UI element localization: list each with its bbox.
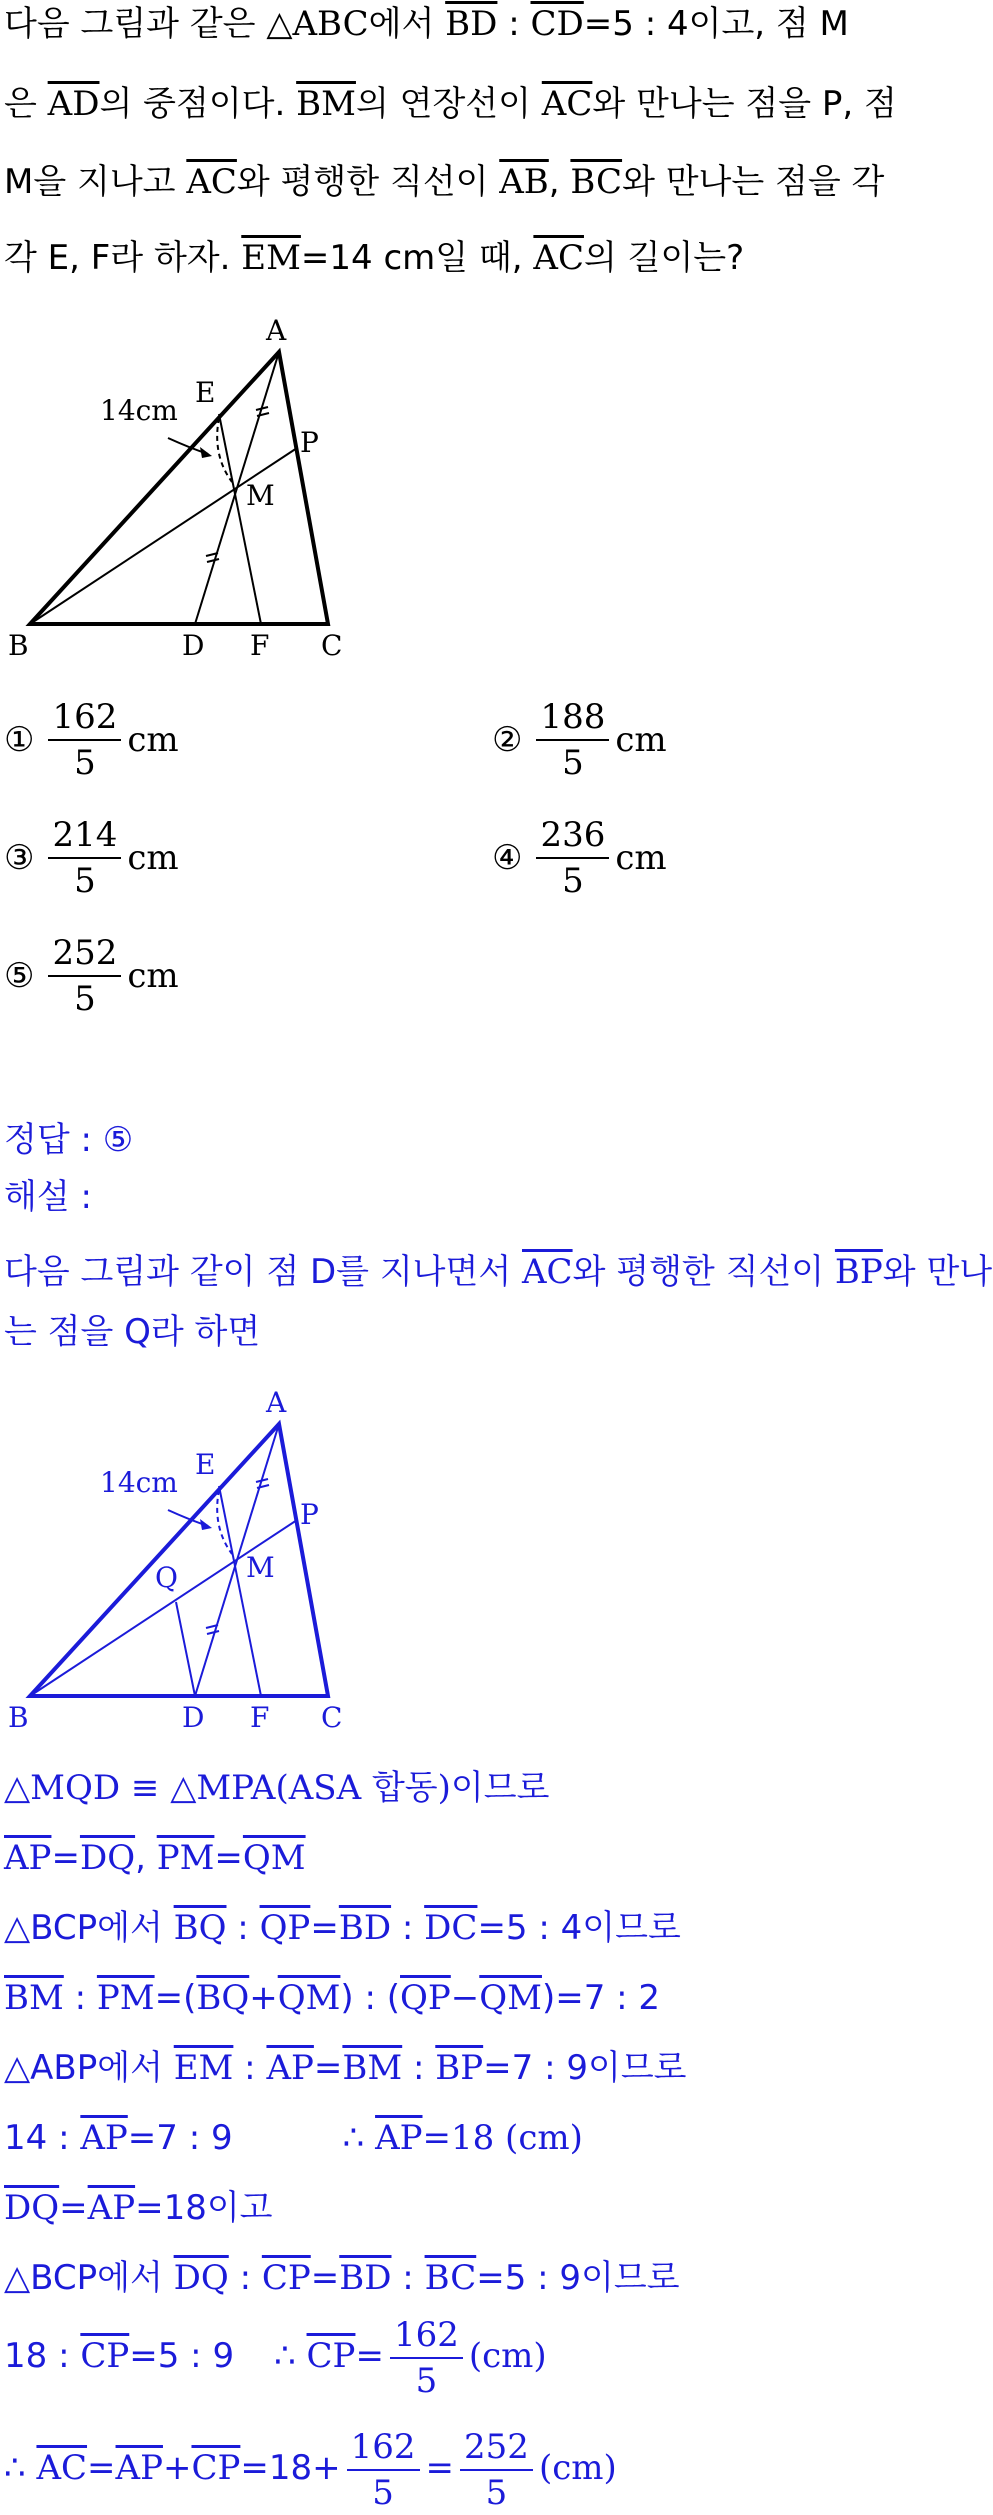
segment: $\overline{BD}$ xyxy=(445,4,498,44)
text: : xyxy=(226,1908,260,1948)
text: = xyxy=(313,2048,343,2088)
unit: cm xyxy=(127,956,179,996)
segment: $\overline{AP}$ xyxy=(87,2188,136,2228)
text: = xyxy=(425,2448,455,2488)
segment: $\overline{AC}$ xyxy=(533,238,584,278)
question-line-1 xyxy=(4,2,849,46)
unit: cm xyxy=(127,838,179,878)
numerator: 162 xyxy=(390,2313,463,2359)
text: = xyxy=(310,2258,340,2298)
segment: $\overline{CP}$ xyxy=(191,2448,241,2488)
text: =7 : 9 xyxy=(127,2118,233,2158)
text: , xyxy=(135,1838,157,1878)
step-9 xyxy=(4,2310,547,2403)
label-e: E xyxy=(195,1448,216,1481)
segment: $\overline{CD}$ xyxy=(530,4,584,44)
text: △ABP에서 xyxy=(4,2048,174,2088)
label-d: D xyxy=(182,629,205,662)
text: △BCP에서 xyxy=(4,1908,174,1948)
segment: $\overline{DQ}$ xyxy=(173,2258,229,2298)
segment: $\overline{BM}$ xyxy=(342,2048,403,2088)
fraction xyxy=(48,813,121,903)
segment: $\overline{CP}$ xyxy=(261,2258,311,2298)
segment: $\overline{BP}$ xyxy=(834,1252,883,1292)
fraction xyxy=(390,2313,463,2403)
segment-dq xyxy=(176,1602,195,1696)
label-a: A xyxy=(266,1386,287,1419)
text: =( xyxy=(154,1978,197,2018)
step-3 xyxy=(4,1906,681,1950)
unit: (cm) xyxy=(468,2336,547,2376)
text: = xyxy=(87,2448,116,2488)
text: : xyxy=(402,2048,436,2088)
label-c: C xyxy=(321,629,343,662)
label-14cm: 14cm xyxy=(100,1466,178,1499)
segment: $\overline{BM}$ xyxy=(296,84,356,124)
text: = xyxy=(310,1908,339,1948)
segment: $\overline{AP}$ xyxy=(80,2118,128,2158)
text: =5 : 9이므로 xyxy=(476,2258,680,2298)
numerator: 214 xyxy=(48,813,121,859)
triangle-figure-1 xyxy=(0,300,400,680)
segment: $\overline{QP}$ xyxy=(259,1908,311,1948)
segment: $\overline{QM}$ xyxy=(479,1978,542,2018)
text: ∴ xyxy=(342,2118,376,2158)
text: △MQD ≡ △MPA(ASA 합동)이므로 xyxy=(4,1768,550,1808)
denominator: 5 xyxy=(74,979,96,1019)
segment: $\overline{DQ}$ xyxy=(4,2188,60,2228)
label-m: M xyxy=(246,479,275,512)
question-line-4 xyxy=(4,236,744,280)
denominator: 5 xyxy=(562,861,584,901)
text: =5 : 4이고, 점 M xyxy=(583,4,849,44)
text: ABC xyxy=(292,4,369,44)
segment: $\overline{CP}$ xyxy=(306,2336,356,2376)
text: : xyxy=(233,2048,267,2088)
text: =5 : 9 xyxy=(129,2336,235,2376)
choice-mark: ② xyxy=(492,720,523,760)
unit: (cm) xyxy=(538,2448,617,2488)
text: : xyxy=(63,1978,97,2018)
text: 다음 그림과 같은 △ xyxy=(4,4,293,44)
text: 와 평행한 직선이 xyxy=(236,162,500,202)
segment: $\overline{BD}$ xyxy=(338,1908,392,1948)
explanation-intro-1 xyxy=(4,1250,992,1294)
label-f: F xyxy=(250,629,270,662)
choice-1[interactable] xyxy=(4,695,179,785)
step-2 xyxy=(4,1836,306,1880)
text: : xyxy=(497,4,531,44)
choice-2[interactable] xyxy=(492,695,667,785)
segment: $\overline{EM}$ xyxy=(241,238,301,278)
segment: $\overline{BC}$ xyxy=(570,162,623,202)
label-b: B xyxy=(8,629,29,662)
segment: $\overline{AP}$ xyxy=(266,2048,314,2088)
choice-3[interactable] xyxy=(4,813,179,903)
answer-label: 정답 : ⑤ xyxy=(4,1120,134,1160)
text: − xyxy=(450,1978,480,2018)
unit: cm xyxy=(615,720,667,760)
segment: $\overline{AP}$ xyxy=(115,2448,163,2488)
step-1 xyxy=(4,1766,549,1810)
explanation-label: 해설 : xyxy=(4,1177,92,1217)
numerator: 188 xyxy=(536,695,609,741)
text: 의 연장선이 xyxy=(355,84,542,124)
choice-mark: ⑤ xyxy=(4,956,35,996)
segment: $\overline{QM}$ xyxy=(242,1838,306,1878)
segment: $\overline{AD}$ xyxy=(47,84,100,124)
numerator: 252 xyxy=(48,931,121,977)
triangle-abc xyxy=(30,1424,328,1696)
step-7 xyxy=(4,2186,273,2230)
segment: $\overline{DQ}$ xyxy=(79,1838,136,1878)
text: =18이고 xyxy=(135,2188,273,2228)
segment: $\overline{AB}$ xyxy=(499,162,549,202)
denominator: 5 xyxy=(562,743,584,783)
segment: $\overline{BQ}$ xyxy=(196,1978,250,2018)
text: = xyxy=(214,1838,243,1878)
segment: $\overline{AC}$ xyxy=(186,162,237,202)
label-f: F xyxy=(250,1701,270,1734)
text: 각 E, F라 하자. xyxy=(4,238,242,278)
text: = xyxy=(59,2188,88,2228)
text: 와 평행한 직선이 xyxy=(572,1252,835,1292)
text: : xyxy=(391,1908,425,1948)
label-a: A xyxy=(266,314,287,347)
fraction xyxy=(347,2425,420,2515)
segment: $\overline{BM}$ xyxy=(4,1978,64,2018)
segment: $\overline{BQ}$ xyxy=(173,1908,227,1948)
segment-bp xyxy=(30,448,297,624)
text: : xyxy=(228,2258,262,2298)
denominator: 5 xyxy=(74,743,96,783)
unit: cm xyxy=(127,720,179,760)
text: = xyxy=(51,1838,80,1878)
segment: $\overline{AC}$ xyxy=(522,1252,573,1292)
label-e: E xyxy=(195,376,216,409)
question-line-2 xyxy=(4,82,897,126)
segment: $\overline{AC}$ xyxy=(541,84,593,124)
text: , xyxy=(548,162,571,202)
segment: $\overline{CP}$ xyxy=(80,2336,130,2376)
label-d: D xyxy=(182,1701,205,1734)
choice-mark: ③ xyxy=(4,838,35,878)
text: ) : ( xyxy=(340,1978,401,2018)
numerator: 162 xyxy=(347,2425,420,2471)
segment: $\overline{DC}$ xyxy=(424,1908,478,1948)
numerator: 252 xyxy=(460,2425,533,2471)
label-14cm: 14cm xyxy=(100,394,178,427)
text: + xyxy=(249,1978,278,2018)
step-6 xyxy=(4,2116,583,2160)
text: 다음 그림과 같이 점 D를 지나면서 xyxy=(4,1252,522,1292)
fraction xyxy=(48,695,121,785)
text: △BCP에서 xyxy=(4,2258,174,2298)
text: =14 cm일 때, xyxy=(300,238,534,278)
text: )=7 : 2 xyxy=(541,1978,661,2018)
label-c: C xyxy=(321,1701,343,1734)
segment: $\overline{PM}$ xyxy=(156,1838,215,1878)
segment-ef xyxy=(219,414,261,624)
text: 에서 xyxy=(368,4,446,44)
segment: $\overline{EM}$ xyxy=(173,2048,234,2088)
text: : xyxy=(391,2258,425,2298)
segment-bp xyxy=(30,1520,297,1696)
fraction xyxy=(536,695,609,785)
step-8 xyxy=(4,2256,680,2300)
text: ∴ xyxy=(274,2336,307,2376)
segment: $\overline{BP}$ xyxy=(435,2048,484,2088)
step-4 xyxy=(4,1976,660,2020)
text: =7 : 9이므로 xyxy=(483,2048,687,2088)
segment: $\overline{QM}$ xyxy=(277,1978,341,2018)
label-m: M xyxy=(246,1551,275,1584)
segment-ef xyxy=(219,1486,261,1696)
label-b: B xyxy=(8,1701,29,1734)
text: + xyxy=(162,2448,192,2488)
text: =18+ xyxy=(240,2448,341,2488)
numerator: 236 xyxy=(536,813,609,859)
text: 와 만나는 점을 P, 점 xyxy=(592,84,897,124)
segment: $\overline{AP}$ xyxy=(375,2118,423,2158)
choice-mark: ④ xyxy=(492,838,523,878)
segment: $\overline{BD}$ xyxy=(339,2258,392,2298)
step-5 xyxy=(4,2046,687,2090)
fraction xyxy=(536,813,609,903)
triangle-figure-2 xyxy=(0,1370,400,1750)
unit: cm xyxy=(615,838,667,878)
fraction xyxy=(48,931,121,1021)
segment: $\overline{AC}$ xyxy=(36,2448,88,2488)
label-p: P xyxy=(300,426,319,459)
denominator: 5 xyxy=(372,2472,394,2513)
text: = xyxy=(355,2336,384,2376)
segment: $\overline{PM}$ xyxy=(96,1978,155,2018)
text: ∴ xyxy=(4,2448,37,2488)
text: M을 지나고 xyxy=(4,162,187,202)
denominator: 5 xyxy=(74,861,96,901)
segment: $\overline{QP}$ xyxy=(400,1978,451,2018)
choice-5[interactable] xyxy=(4,931,179,1021)
triangle-abc xyxy=(30,352,328,624)
fraction xyxy=(460,2425,533,2515)
explanation-intro-2: 는 점을 Q라 하면 xyxy=(4,1312,261,1352)
text: 와 만나 xyxy=(882,1252,993,1292)
segment: $\overline{BC}$ xyxy=(424,2258,477,2298)
numerator: 162 xyxy=(48,695,121,741)
text: 은 xyxy=(4,84,48,124)
text: 의 중점이다. xyxy=(99,84,297,124)
question-line-3 xyxy=(4,160,884,204)
denominator: 5 xyxy=(415,2360,438,2401)
text: =5 : 4이므로 xyxy=(477,1908,681,1948)
text: 18 : xyxy=(4,2336,81,2376)
label-q: Q xyxy=(155,1561,178,1594)
text: =18 (cm) xyxy=(422,2118,583,2158)
text: 의 길이는? xyxy=(583,238,745,278)
label-p: P xyxy=(300,1498,319,1531)
segment: $\overline{AP}$ xyxy=(4,1838,52,1878)
denominator: 5 xyxy=(485,2472,508,2513)
text: 14 : xyxy=(4,2118,81,2158)
choice-4[interactable] xyxy=(492,813,667,903)
text: 와 만나는 점을 각 xyxy=(622,162,885,202)
choice-mark: ① xyxy=(4,720,35,760)
step-10 xyxy=(4,2422,617,2515)
